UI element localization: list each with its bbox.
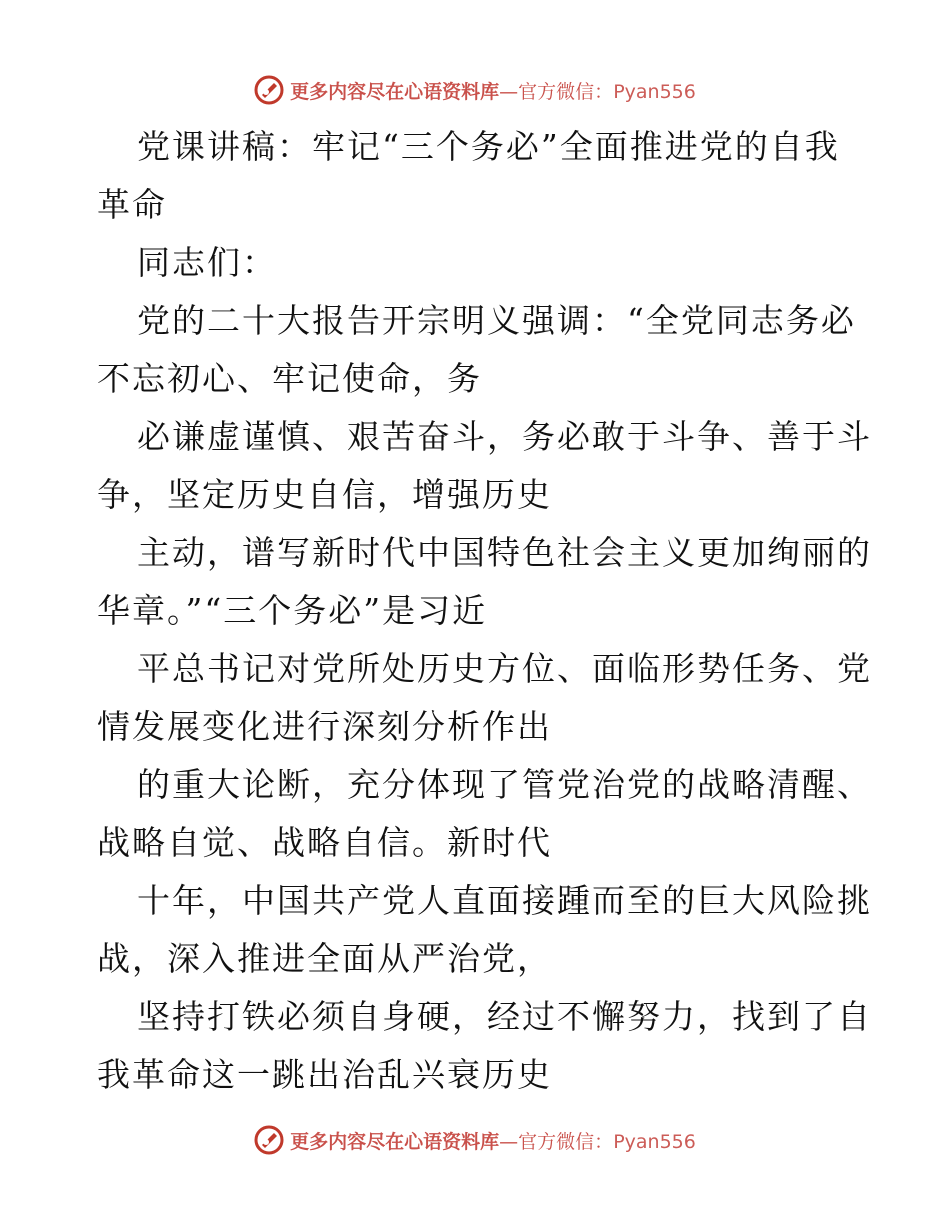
text-line: 主动，谱写新时代中国特色社会主义更加绚丽的 [137,533,872,572]
text-line: 党的二十大报告开宗明义强调：“全党同志务必 [137,301,856,340]
text-line: 同志们： [137,243,277,282]
text-line: 不忘初心、牢记使命，务 [97,359,482,398]
logo-icon [254,1125,284,1155]
text-line: 革命 [97,185,167,224]
watermark-wechat-id: Pyan556 [613,1130,696,1153]
document-body [97,118,872,1104]
text-line: 必谦虚谨慎、艰苦奋斗，务必敢于斗争、善于斗 [137,417,872,456]
watermark-text [290,1127,696,1154]
watermark-official: 官方微信： [518,1130,614,1153]
watermark-official: 官方微信： [518,80,614,103]
watermark-main: 更多内容尽在心语资料库 [290,80,500,103]
text-line: 情发展变化进行深刻分析作出 [97,707,552,746]
text-line: 战略自觉、战略自信。新时代 [97,823,552,862]
header-watermark [0,70,950,110]
watermark-main: 更多内容尽在心语资料库 [290,1130,500,1153]
text-line: 十年，中国共产党人直面接踵而至的巨大风险挑 [137,881,872,920]
footer-watermark [0,1120,950,1160]
text-line: 平总书记对党所处历史方位、面临形势任务、党 [137,649,872,688]
text-line: 华章。”“三个务必”是习近 [97,591,488,630]
text-line: 战，深入推进全面从严治党， [97,939,552,978]
watermark-separator: — [499,1130,519,1153]
text-line: 我革命这一跳出治乱兴衰历史 [97,1055,552,1094]
logo-icon [254,75,284,105]
text-line: 的重大论断，充分体现了管党治党的战略清醒、 [137,765,872,804]
watermark-text [290,77,696,104]
watermark-wechat-id: Pyan556 [613,80,696,103]
text-line: 坚持打铁必须自身硬，经过不懈努力，找到了自 [137,997,872,1036]
text-line: 党课讲稿：牢记“三个务必”全面推进党的自我 [137,127,840,166]
watermark-separator: — [499,80,519,103]
text-line: 争，坚定历史自信，增强历史 [97,475,552,514]
